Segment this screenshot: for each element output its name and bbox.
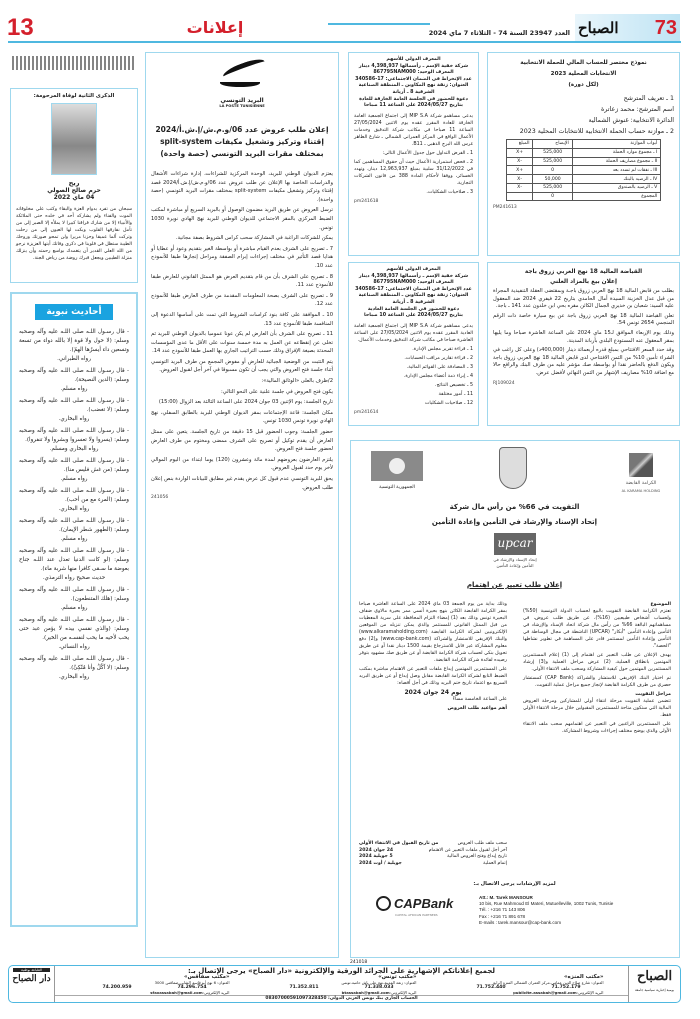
- paragraph: بطلب من قابض المالية 18 نهج العربي زروق باجـة وبمقتضى العقلة التنفيذية المجراة من قبل عدل الخزينة السيدة أمال الحامدي بتاريخ 22 فيفري 2024 ضد المعقول عليه السيد: شعبان بن خذيري الجمال الكائن مقره بحي ابن خلدون عدد 141 ـ باجة.: [493, 288, 674, 310]
- hadith-source: رواه البخاري.: [58, 674, 90, 680]
- paragraph: 12 ـ صلاحيات الشكليات: [424, 400, 473, 406]
- header-line: دعوة للحضور في الجلسة العامة العادية: [367, 306, 460, 312]
- auction-body: [493, 288, 674, 378]
- tunisia-coat-of-arms: [499, 447, 527, 489]
- paragraph: يعتزم الديوان الوطني للبريد، الوحدة المركزية للشراءات، إدارة شراءات الأشغال والدراسات الخاصة بها الإعلان عن طلب عروض عدد 06/و.م.ش/إ.ش.أ/2024 قصد إقتناء وتركيز وتشغيل مكيفات split-system بمختلف مقرات البريد التونسي (حصة واحدة).: [151, 171, 334, 203]
- table-row: [506, 183, 661, 192]
- table-cell: -X: [506, 157, 533, 166]
- deceased-photo: [51, 103, 97, 175]
- paragraph: يلتزم العارضون بعروضهم لمدة مائة وعشرون (120) يوما ابتداء من اليوم الموالي لأخر يوم حدد لقبول العروض.: [151, 456, 334, 472]
- office-block: [267, 975, 417, 995]
- paragraph: على الساعة الخامسة مساءً: [452, 697, 507, 702]
- header-line: بتاريخ 2024/05/27 على الساعة 11 صباحا: [364, 103, 463, 109]
- capbank-logo: CAPBank: [376, 896, 453, 911]
- paragraph: على المستثمرين الراغبين في التعبير عن اهتمامهم سحب ملف الانتقاء الأولي والذي يوضح مختلف إجراءات وشروط المشاركة.: [523, 722, 671, 734]
- schedule-date: 24 جوان 2024: [359, 847, 394, 853]
- paragraph: وذلك يوم الإربعاء الموافق لـ15 ماي 2024 على الساعة العاشرة صباحا وما يليها بمقر المعقول عنه المستودع البلدي بأربانة المدينة.: [493, 329, 674, 344]
- schedule-item: تاريخ إيداع وفتح العروض المالية: [447, 854, 507, 859]
- paragraph: 3 ـ صلاحيات الشكليات.: [426, 189, 473, 195]
- hadith-text: - قال رسـول اللـه صلى اللـه عليه وآله وصحبه وسلم: (والذي نفسي بيده لا يؤمن عبد حتى يحب لأخيه ما يحب لنفسـه من الخير).: [19, 617, 129, 641]
- paragraph: يمكن للشركات الراغبة في المشاركة سحب كراس الشروط بصفة مجانية.: [175, 235, 333, 242]
- header-line: عدد الإنخراط في الضمان الاجتماعي: 17-340586: [355, 76, 472, 82]
- phone-number: 71.752.179: [551, 985, 581, 990]
- phone-number: 71.338.033: [364, 985, 394, 990]
- hadith-text: - قال رسـول اللـه صلى اللـه عليه وآله وصحبه وسلم: (هلك المتنطعون).: [19, 587, 129, 602]
- paragraph: تاريخ الجلسة: يوم الإثنين 03 جوان 2024 على الساعة الثالثة بعد الزوال (15:00): [158, 399, 333, 406]
- schedule-date: من تاريخ القبول في الانتقاء الأولي: [359, 841, 439, 846]
- paragraph: 3 ـ المصادقة على القوائم المالية.: [406, 364, 473, 370]
- section-heading: أهم مواعيد طلب العروض: [447, 706, 507, 711]
- hadith-text: - قال رسـول اللـه صلى اللـه عليه وآله وصحبه وسلم: (لا حول ولا قوة إلا بالله دواء من تسعة وتسعين داء أيسرُها الهمّ).: [19, 329, 129, 353]
- hadith-source: رواه مسلم.: [60, 536, 88, 542]
- obituary: الذكرى الثانية لوفاة المرحومة: ربح حرم صالح الصولي 04 ماي 2022 سبحان من تفرد بدوام العزة والبقاء وكتب على مخلوقاته الموت والفناء ولم يشاركه أحد في خلده حتى الملائكة والأنبياء إلا من شارك فراقنا كبيرا لا يملأه إلا الصبر إلى من تأمل نفارقها القلوب وبكت لها العيون إلى من رحلت وتركت ألما عميقا وحزنا مريرا ولن تمحو صورتك وروحك الطيبة ستظل في قلوبنا في ذكرى وفاتك أيتها العزيزة نرجو من الله العلي القدير أن يتغمدك بواسع رحمته وأن ينزلك منزلة الطيبين ويجعل قبرك روضة من رياض الجنة.: [10, 88, 138, 283]
- table-cell: 525,000: [533, 183, 572, 192]
- office-email: [267, 990, 417, 995]
- header-rule: [8, 41, 681, 43]
- header-line: دعوة للحضور في الجلسة العامة الخارقة للعادة: [359, 96, 468, 102]
- upcar-privatization-ad: الجمهورية التونسية الكرامة القابضة AL KARAMA HOLDING التفويت في 66% من رأس مال شركة إتحاد الإسناد والإرشاد في التأمين وإعادة التأمين upcar إتحاد الإسناد والإرشاد في التأمين وإعادة التأمين إعلان طلب تعبير عن اهتمام الموضوع تعتزم الكرامة القابضة التفويت بالبيع لحساب الدولة التونسية (50%) ولحساب أشخاص طبيعيين (16%)، عن طريق طلب عروض، في مساهماتهم البالغة 66% من رأس مال شركة اتحاد الإسناد والإرشاد في التأمين وإعادة التأمين "أبكار" (UPCAR) الناشطة في مجال الوساطة في التأمين وإعادة التأمين لمستثمر قادر على المساهمة في تطوير نشاطها "الحصة". يهدف الإعلان عن طلب التعبير عن اهتمام إلى (1) إعلام المستثمرين المهتمين بانطلاق العملية، (2) عرض مراحل العملية و(3) إرشاد المستثمرين المهتمين حول كيفية المشاركة وسحب ملف الانتقاء الأولي. تم اختيار البنك الإفريقي للاستشار والشراكة (CAP Bank) كمستشار حصري من طرف الكرامة القابضة لإنجاز جميع مراحل عملية التفويت. مراحل التفويت تتضمن عملية التفويت مرحلة انتقاء أولي للمشاركين ومرحلة العروض المالية التي ستكون متاحة للمستثمرين المقبولين خلال مرحلة الانتقاء الأولي فقط. على المستثمرين الراغبين في التعبير عن اهتمامهم سحب ملف الانتقاء الأولي والذي يوضح مختلف إجراءات وشروط المشاركة. وذلك بداية من يوم الجمعة 03 ماي 2024 على الساعة العاشرة صباحا بمقر الكرامة القابضة الكائن بنهج بحيرة أنسي ممر بحيرة مالاوي ضفاف البحيرة تونس وذلك بعد (1) إمضاء التزام المحافظة على سرية المعطيات من قبل الممثل القانوني للمستثمر والذي يمكن تنزيله من الموقعين الإلكترونيين لشركة الكرامة القابضة (www.alkaramaholding.com) والبنك الإفريقي للاستشار والشراكة (www.cap-bank.com) و(2) دفع معلوم المشاركة غير قابل للاسترجاع بقيمة 1500 دينار نقدا أو عن طريق تحويل بنكي لحساب شركة الكرامة القابضة أو عن طريق صك مشهود بتوفر رصيده لفائدة شركة الكرامة القابضة. على المستثمرين المهتمين إيداع ملفات التعبير عن الاهتمام مباشرة بمكتب الضبط التابع لشركة الكرامة القابضة مقابل وصل إيداع أو عن طريق البريد السريع مع اعتماد تاريخ ختم البريد وذلك في أجل أقصاه: يوم 24 جوان 2024 على الساعة الخامسة مساءً أهم مواعيد طلب العروض سحب ملف طلب العروض من تاريخ القبول في الانتقاء الأولي آخر أجل لقبول ملفات التعبير عن الاهتمام 24 جوان 2024 تاريخ إيداع وفتح العروض المالية 5 جويلية 2024 إتمام العملية جويلية / أوت 2024 لمزيد الإرشادات يرجى الاتصال بـ: CAPBank CAPITAL AFRICAN PARTNERS Att.: M. Tarek MANSOUR 10 bis, Rue Mahmoud El Materi, Mutuelleville, 1002 Tunis, Tunisie Tél. : +216 71 143 806 Fax : +216 71 891 678 E-mails : tarek.mansour@cap-bank.com: [350, 440, 680, 958]
- table-cell: V ـ الرصيد بالصندوق: [572, 183, 661, 192]
- table-cell: المجموع: [572, 192, 661, 201]
- schedule-item: سحب ملف طلب العروض: [457, 841, 507, 846]
- general-meeting-notice-ordinary: المعرف الدولي للأسهم شركة خفية الإسم ـ رأسمالها 4,398,937 دينار المعرف الوحيد: 867795NAM000 عدد الإنخراط في الضمان الاجتماعي: 17-340586 العنوان: زنقة نهج المكاوين ـ المنطقة الصناعية الشرقية 8 ـ أريانة دعوة للحضور في الجلسة العامة العادية بتاريخ 2024/05/27 على الساعة 10 صباحا يدعى مساهمو شركة MIP S.A إلى اجتماع الجمعية العامة العادية المقرر عقده يوم الاثنين 27/05/2024 على الساعة العاشرة صباحا في مكاتب شركة التدقيق وخدمات الأعمال. 1 ـ قراءة تقرير مجلس الإدارة. 2 ـ قراءة تقارير مراقب الحسابات. 3 ـ المصادقة على القوائم المالية. 4 ـ إبراء ذمة أعضاء مجلس الإدارة. 5 ـ تخصيص النتائج. 11 ـ أمور مختلفة 12 ـ صلاحيات الشكليات pm241614: [348, 262, 479, 426]
- office-block: [80, 975, 230, 995]
- table-cell: IV ـ الرصيد بالبنك: [572, 175, 661, 184]
- office-address: العنوان: شارع صلاح الدين عمامي-مركز العمران الشمالي المنزه الرابع: [493, 980, 604, 985]
- schedule-item: آخر أجل لقبول ملفات التعبير عن الاهتمام: [428, 847, 507, 853]
- email-label: البريد الإلكتروني:: [389, 990, 417, 995]
- hadith-text: - قال رسـول اللـه صلى اللـه عليه وآله وصحبه وسلم: (لا تغضب).: [19, 398, 129, 413]
- email-link[interactable]: btassabah@gmail.com: [341, 990, 390, 995]
- masthead-logo: 73 الصباح: [575, 14, 680, 42]
- footer-ad: الصباح يومية إخبارية سياسية جامعة لجميع إعلاناتكم الإشهارية على الجرائد الورقية والإلكترونية «دار الصباح» يرجى الإتصال بـ: «مكتب المنزه» العنوان: شارع صلاح الدين عمامي-مركز العمران الشمالي المنزه الرابع 71.752.179 71.752.440 البريد الإلكتروني:publicite.assabah@gmail.com «مكتب تونس» العنوان: زنقة المدينة-نهج علي باش حامبة-تونس 71.338.033 71.352.811 البريد الإلكتروني:btassabah@gmail.com «مكتب صفاقس» العنوان: 6 نهج أبو قاسم الشابي-صفاقس 3000 74.296.754 74.200.959 البريد الإلكتروني:sfaxassabah@gmail.com الحساب الجاري بنك تونس العربي الدولي: 08307000591097328450 الطباعة بوطنية دار الصباح: [8, 965, 681, 1003]
- table-cell: +X: [506, 166, 533, 175]
- upcar-logo: upcar: [494, 533, 536, 555]
- fax-number: 74.200.959: [102, 985, 132, 990]
- paragraph: يدعى مساهمو شركة MIP S.A إلى اجتماع الجمعية العامة الخارقة للعادة المقرر عقده يوم الاثنين 27/05/2024 الساعة 11 صباحا في مكاتب شركة التدقيق وخدمات الأعمال الواقع في المركز العمراني الشمالي ـ شارع الطاهر غرس الله البرج الذهبي ـ B11.: [354, 113, 474, 147]
- paragraph: 10 ـ الموافقة على كافة بنود كراسات الشروط التي تمت على أساسها الدعوة إلى المنافسة طبقا للأنموذج عدد 13.: [151, 311, 333, 327]
- fax-number: 71.352.811: [289, 985, 319, 990]
- hadith-source: رواه البخاري.: [58, 506, 90, 512]
- capbank-mark-icon: [376, 896, 391, 911]
- paragraph: وقد حدد السعر الافتتاحي بمبلغ قدره أربعمائة دينار (400,000د) وعلى كل راغب في الشراء تأمين 10% من الثمن الافتتاحي لدى قابض المالية 18 نهج العربي زروق باجة ويكون الدفع بالحاضر نقدا أو بواسطة صك مؤشر عليه من طرف البنك والرافع حالا مع اضافة 10% مصاريف الإشهار من الثمن النهائي لأفضل عرض.: [493, 347, 674, 376]
- hadith-source: رواه النسائي.: [58, 644, 90, 650]
- header-line: المعرف الوحيد: 867795NAM000: [373, 70, 454, 76]
- hadith-text: - قال رسـول اللـه صلى اللـه عليه وآله وصحبه وسلم: (المرء مع من أحب).: [19, 488, 129, 503]
- contact-line: 10 bis, Rue Mahmoud El Materi, Mutuelleville, 1002 Tunis, Tunisie: [479, 901, 614, 907]
- office-email: [454, 990, 604, 995]
- table-cell: 50,000: [533, 175, 572, 184]
- section-title: إعلانات: [186, 18, 244, 37]
- tunisia-flag: [371, 451, 423, 481]
- hadith-source: حديث صحيح رواه الترمذي.: [42, 575, 106, 581]
- table-row: [506, 166, 661, 175]
- dar-assabah-logo: الطباعة بوطنية دار الصباح: [9, 966, 55, 1002]
- paragraph: 8 ـ تصريح على الشرف بأن من قام بتقديم العرض هو الممثل القانوني للعارض طبقا للأنموذج عدد 11.: [151, 273, 333, 289]
- paragraph: 2 ـ قراءة تقارير مراقب الحسابات.: [404, 355, 473, 361]
- hadith-source: رواه مسلم.: [60, 476, 88, 482]
- contact-line: Tél. : +216 71 143 806: [479, 907, 526, 913]
- header-line: شركة خفية الإسم ـ رأسمالها 4,398,937 دينار: [358, 273, 469, 279]
- la-poste-logo: [212, 59, 272, 97]
- table-cell: +X: [506, 148, 533, 157]
- contact-email[interactable]: E-mails : tarek.mansour@cap-bank.com: [479, 919, 562, 925]
- paragraph: على المستثمرين المهتمين إيداع ملفات التعبير عن الاهتمام مباشرة بمكتب الضبط التابع لشركة الكرامة القابضة مقابل وصل إيداع أو عن طريق البريد السريع مع اعتماد تاريخ ختم البريد وذلك في أجل أقصاه:: [359, 667, 507, 686]
- header-line: العنوان: زنقة نهج المكاوين ـ المنطقة الصناعية الشرقية 8 ـ أريانة: [358, 293, 469, 305]
- hadith-source: رواه الطبراني.: [57, 356, 91, 362]
- email-label: البريد الإلكتروني:: [576, 990, 604, 995]
- header-line: المعرف الدولي للأسهم: [386, 57, 441, 62]
- phone-number: 74.296.754: [177, 985, 207, 990]
- office-address: العنوان: زنقة المدينة-نهج علي باش حامبة-تونس: [341, 980, 417, 985]
- header-line: شركة خفية الإسم ـ رأسمالها 4,398,937 دينار: [358, 63, 469, 69]
- hadith-source: رواه مسلم.: [60, 386, 88, 392]
- header-rule-short: [328, 23, 430, 25]
- office-address: العنوان: 6 نهج أبو قاسم الشابي-صفاقس 3000: [154, 980, 230, 985]
- office-name: «مكتب تونس»: [378, 974, 417, 980]
- general-meeting-notice-extraordinary: المعرف الدولي للأسهم شركة خفية الإسم ـ رأسمالها 4,398,937 دينار المعرف الوحيد: 867795NAM000 عدد الإنخراط في الضمان الاجتماعي: 17-340586 العنوان: زنقة نهج المكاوين ـ المنطقة الصناعية الشرقية 8 ـ أريانة دعوة للحضور في الجلسة العامة الخارقة للعادة بتاريخ 2024/05/27 على الساعة 11 صباحا يدعى مساهمو شركة MIP S.A إلى اجتماع الجمعية العامة الخارقة للعادة المقرر عقده يوم الاثنين 27/05/2024 الساعة 11 صباحا في مكاتب شركة التدقيق وخدمات الأعمال الواقع في المركز العمراني الشمالي ـ شارع الطاهر غرس الله البرج الذهبي ـ B11. 1 ـ الفرض التداول حول جدول الأعمال التالي: 2 ـ فحص استمرارية الأعمال حيث أن حقوق المساهمين كما في 31/12/2022 سلبية بمبلغ 12,963,937 دينار، وتهدد الخسائر، ووفقا لأحكام المادة 388 من قانون الشركات التجارية. 3 ـ صلاحيات الشكليات. pm241618: [348, 52, 479, 256]
- office-name: «مكتب المنزه»: [564, 974, 604, 980]
- paragraph: 2 ـ فحص استمرارية الأعمال حيث أن حقوق المساهمين كما في 31/12/2022 سلبية بمبلغ 12,963,937 دينار، وتهدد الخسائر، ووفقا لأحكام المادة 388 من قانون الشركات التجارية.: [354, 159, 473, 186]
- hadith-text: - قال رسـول اللـه صلى اللـه عليه وآله وصحبه وسلم: (الطهور شطر الإيمان).: [19, 518, 129, 533]
- hadith-box: [10, 292, 138, 927]
- paragraph: يكون فتح العروض في جلسة علنية على النحو التالي:: [221, 388, 333, 395]
- paragraph: 2/ظرف بالعلى «الوثائق المالية»:: [261, 378, 333, 385]
- hadith-source: رواه مسلم.: [60, 605, 88, 611]
- paragraph: تتضمن عملية التفويت مرحلة انتقاء أولي للمشاركين ومرحلة العروض المالية التي ستكون متاحة للمستثمرين المقبولين خلال مرحلة الانتقاء الأولي فقط.: [523, 699, 671, 718]
- contact-line: Fax : +216 71 891 678: [479, 913, 526, 919]
- la-poste-tender-ad: البريد التونسي LA POSTE TUNISIENNE إعلان طلب عروض عدد 06/و.م.ش/إ.ش.أ/2024 إقتناء وتركيز وتشغيل مكيفات split-system بمختلف مقرات البريد التونسي (حصة واحدة) يعتزم الديوان الوطني للبريد، الوحدة المركزية للشراءات، إدارة شراءات الأشغال والدراسات الخاصة بها الإعلان عن طلب عروض عدد 06/و.م.ش/إ.ش.أ/2024 قصد إقتناء وتركيز وتشغيل مكيفات split-system بمختلف مقرات البريد التونسي (حصة واحدة). ترسل العروض عن طريق البريد مضمون الوصول أو بالبريد السريع أو مباشرة لمكتب الضبط المركزي بالمقر الاجتماعي للديوان الوطني للبريد نهج الهادي نويرة 1030 تونس. يمكن للشركات الراغبة في المشاركة سحب كراس الشروط بصفة مجانية. 7 ـ تصريح على الشرف بعدم القيام مباشرة أو بواسطة الغير بتقديم وعود أو عطايا أو هدايا قصد التأثير في مختلف إجراءات إبرام الصفقة ومراحل إنجازها طبقا للأنموذج عدد 10. 8 ـ تصريح على الشرف بأن من قام بتقديم العرض هو الممثل القانوني للعارض طبقا للأنموذج عدد 11. 9 ـ تصريح على الشرف بصحة المعلومات المقدمة من طرف العارض طبقا للأنموذج عدد 12. 10 ـ الموافقة على كافة بنود كراسات الشروط التي تمت على أساسها الدعوة إلى المنافسة طبقا للأنموذج عدد 13. 11 ـ تصريح على الشرف بأن العارض لم يكن عونا عموميا بالديوان الوطني للبريد ثم تخلى عن إنقطاعه عن العمل به مدة خمسة سنوات على الأقل ما عدى المؤسسات المحدثة بصيغة الإفراق وذلك حسب التراتيب الجاري بها العمل طبقا للأنموذج عدد 14. يتم التثبت من الوضعية الجبائية للعارض أو مفوض المجمع من طرف البريد التونسي أثناء جلسة فتح العروض والتي يجب أن تكون مسبوقا في آخر أجل لقبول العروض. 2/ظرف بالعلى «الوثائق المالية»: يكون فتح العروض في جلسة علنية على النحو التالي: تاريخ الجلسة: يوم الإثنين 03 جوان 2024 على الساعة الثالثة بعد الزوال (15:00) مكان الجلسة: قاعة الإجتماعات بمقر الديوان الوطني للبريد بالطابق السفلي، نهج الهادي نويرة تونس 1030 تونس. حضور الجلسة: وجوب الحضور قبل 15 دقيقة من تاريخ الجلسة. يتعين على ممثل العارض أن يقدم توكيل أو تصريح على الشرف ممضى ومختوم من طرف العارض لحضور جلسة فتح العروض. يلتزم العارضون بعروضهم لمدة مائة وعشرون (120) يوما ابتداء من اليوم الموالي لأخر يوم حدد لقبول العروض. يحق للبريد التونسي عدم قبول كل عرض يقدم غير مطابق للبيانات الواردة بنص إعلان طلب العروض. 241056: [145, 52, 339, 958]
- hadith-source: رواه البخاري.: [58, 416, 90, 422]
- table-cell: -X: [506, 183, 533, 192]
- paragraph: 11 ـ أمور مختلفة: [438, 391, 473, 397]
- footer-logo: الصباح يومية إخبارية سياسية جامعة: [628, 966, 680, 1002]
- page-number: 13: [7, 14, 34, 41]
- office-block: [454, 975, 604, 995]
- table-cell: III ـ نفقات لم تسدد بعد: [572, 166, 661, 175]
- table-cell: -X: [506, 175, 533, 184]
- header-line: عدد الإنخراط في الضمان الاجتماعي: 17-340586: [355, 286, 472, 292]
- hadith-source: رواه البخاري ومسلم.: [49, 446, 99, 452]
- table-cell: [506, 192, 533, 201]
- section-heading: الموضوع: [650, 602, 671, 607]
- email-label: البريد الإلكتروني:: [202, 990, 230, 995]
- hadith-title: أحاديث نبوية: [35, 304, 113, 320]
- email-link[interactable]: sfaxassabah@gmail.com: [150, 990, 203, 995]
- al-karama-logo: [629, 453, 653, 477]
- table-row: [506, 175, 661, 184]
- ad-right-column: [523, 601, 671, 737]
- section-heading: يوم 24 جوان 2024: [404, 689, 462, 696]
- paragraph: 5 ـ تخصيص النتائج.: [434, 382, 473, 388]
- calligraphy-verse: [12, 56, 134, 70]
- campaign-account-notice: نموذج مختصر للحساب المالي للحملة الانتخابية الانتخابات المحلية 2023 (لكل دورة) 1 ـ تعريف المترشح اسم المترشح: محمد زعاترة الدائرة الانتخابية: غنوش الشمالية 2 ـ موازنة حساب الحملة الانتخابية للانتخابات المحلية 2023 أبواب الموازنة الإيضاح المبلغ I ـ مجموع موارد الحملة 525,000 +X II ـ مجموع مصاريف الحملة 525,000 -X III ـ نفقات لم تسدد بعد 0 +X IV ـ الرصيد بالبنك 50,000 -X V ـ الرصيد بالصندوق 525,000 -X المجموع 0 PM241613: [487, 52, 680, 256]
- paragraph: 7 ـ تصريح على الشرف بعدم القيام مباشرة أو بواسطة الغير بتقديم وعود أو عطايا أو هدايا قصد التأثير في مختلف إجراءات إبرام الصفقة ومراحل إنجازها طبقا للأنموذج عدد 10.: [151, 245, 333, 269]
- paragraph: يهدف الإعلان عن طلب التعبير عن اهتمام إلى (1) إعلام المستثمرين المهتمين بانطلاق العملية، (2) عرض مراحل العملية و(3) إرشاد المستثمرين المهتمين حول كيفية المشاركة وسحب ملف الانتقاء الأولي.: [523, 653, 672, 672]
- paragraph: 11 ـ تصريح على الشرف بأن العارض لم يكن عونا عموميا بالديوان الوطني للبريد ثم تخلى عن إنقطاعه عن العمل به مدة خمسة سنوات على الأقل ما عدى المؤسسات المحدثة بصيغة الإفراق وذلك حسب التراتيب الجاري بها العمل طبقا للأنموذج عدد 14.: [151, 331, 333, 355]
- hadith-text: - قال رسـول اللـه صلى اللـه عليه وآله وصحبه وسلم: (يسروا ولا تعسروا وبشروا ولا تنفروا).: [19, 428, 129, 443]
- fax-number: 71.752.440: [476, 985, 506, 990]
- table-row: [506, 192, 661, 201]
- header-line: المعرف الوحيد: 867795NAM000: [373, 280, 454, 286]
- paragraph: تم اختيار البنك الإفريقي للاستشار والشراكة (CAP Bank) كمستشار حصري من طرف الكرامة القابضة لإنجاز جميع مراحل عملية التفويت.: [523, 676, 671, 688]
- paragraph: 1 ـ الفرض التداول حول جدول الأعمال التالي:: [382, 150, 473, 156]
- paragraph: وذلك بداية من يوم الجمعة 03 ماي 2024 على الساعة العاشرة صباحا بمقر الكرامة القابضة الكائن بنهج بحيرة أنسي ممر بحيرة مالاوي ضفاف البحيرة تونس وذلك بعد (1) إمضاء التزام المحافظة على سرية المعطيات من قبل الممثل القانوني للمستثمر والذي يمكن تنزيله من الموقعين الإلكترونيين لشركة الكرامة القابضة (www.alkaramaholding.com) والبنك الإفريقي للاستشار والشراكة (www.cap-bank.com) و(2) دفع معلوم المشاركة غير قابل للاسترجاع بقيمة 1500 دينار نقدا أو عن طريق تحويل بنكي لحساب شركة الكرامة القابضة أو عن طريق صك مشهود بتوفر رصيده لفائدة شركة الكرامة القابضة.: [359, 602, 507, 663]
- table-cell: I ـ مجموع موارد الحملة: [572, 148, 661, 157]
- email-link[interactable]: publicite.assabah@gmail.com: [513, 990, 577, 995]
- contact-block: [479, 895, 613, 926]
- schedule-item: إتمام العملية: [483, 860, 507, 866]
- paragraph: يحق للبريد التونسي عدم قبول كل عرض يقدم غير مطابق للبيانات الواردة بنص إعلان طلب العروض.: [151, 476, 333, 491]
- hadith-text: - قال رسـول اللـه صلى اللـه عليه وآله وصحبه وسلم: (الدين النصيحة).: [19, 368, 129, 383]
- issue-line: العدد 23947 السنة 74 - الثلاثاء 7 ماي 2024: [428, 29, 570, 37]
- ad-left-column: [359, 601, 507, 712]
- paragraph: يدعى مساهمو شركة MIP S.A إلى اجتماع الجمعية العامة العادية المقرر عقده يوم الاثنين 27/05/2024 على الساعة العاشرة صباحا في مكاتب شركة التدقيق وخدمات الأعمال.: [354, 323, 474, 343]
- office-name: «مكتب صفاقس»: [184, 974, 230, 980]
- schedule-table: [359, 841, 507, 867]
- header-line: المعرف الدولي للأسهم: [386, 267, 441, 272]
- table-cell: II ـ مجموع مصاريف الحملة: [572, 157, 661, 166]
- paragraph: 4 ـ إبراء ذمة أعضاء مجلس الإدارة.: [403, 373, 473, 379]
- contact-line: Att.: M. Tarek MANSOUR: [479, 895, 533, 900]
- schedule-date: 5 جويلية 2024: [359, 854, 393, 859]
- paragraph: 9 ـ تصريح على الشرف بصحة المعلومات المقدمة من طرف العارض طبقا للأنموذج عدد 12.: [151, 292, 333, 308]
- paragraph: 1 ـ قراءة تقرير مجلس الإدارة.: [412, 346, 473, 352]
- budget-table: أبواب الموازنة الإيضاح المبلغ I ـ مجموع موارد الحملة 525,000 +X II ـ مجموع مصاريف الحملة 525,000 -X III ـ نفقات لم تسدد بعد 0 +X IV ـ الرصيد بالبنك 50,000 -X V ـ الرصيد بالصندوق 525,000 -X المجموع 0: [506, 139, 662, 201]
- table-cell: 525,000: [533, 148, 572, 157]
- office-email: [80, 990, 230, 995]
- section-heading: مراحل التفويت: [635, 692, 671, 697]
- header-line: العنوان: زنقة نهج المكاوين ـ المنطقة الصناعية الشرقية 8 ـ أريانة: [358, 83, 469, 95]
- paragraph: ترسل العروض عن طريق البريد مضمون الوصول أو بالبريد السريع أو مباشرة لمكتب الضبط المركزي بالمقر الاجتماعي للديوان الوطني للبريد نهج الهادي نويرة 1030 تونس.: [151, 207, 333, 231]
- schedule-row: [359, 861, 507, 868]
- paragraph: حضور الجلسة: وجوب الحضور قبل 15 دقيقة من تاريخ الجلسة. يتعين على ممثل العارض أن يقدم توكيل أو تصريح على الشرف ممضى ومختوم من طرف العارض لحضور جلسة فتح العروض.: [151, 429, 333, 453]
- table-cell: 525,000: [533, 157, 572, 166]
- paragraph: تعتزم الكرامة القابضة التفويت بالبيع لحساب الدولة التونسية (50%) ولحساب أشخاص طبيعيين (16%)، عن طريق طلب عروض، في مساهماتهم البالغة 66% من رأس مال شركة اتحاد الإسناد والإرشاد في التأمين وإعادة التأمين "أبكار" (UPCAR) الناشطة في مجال الوساطة في التأمين وإعادة التأمين لمستثمر قادر على المساهمة في تطوير نشاطها "الحصة".: [523, 609, 672, 649]
- schedule-date: جويلية / أوت 2024: [359, 860, 402, 866]
- paragraph: يتم التثبت من الوضعية الجبائية للعارض أو مفوض المجمع من طرف البريد التونسي أثناء جلسة فتح العروض والتي يجب أن تكون مسبوقا في آخر أجل لقبول العروض.: [151, 358, 333, 374]
- table-cell: 0: [533, 192, 572, 201]
- hadith-text: - قال رسـول اللـه صلى اللـه عليه وآله وصحبه وسلم: (لا آكُلُ وأنا مُتّكِئٌ).: [19, 656, 129, 671]
- paragraph: مكان الجلسة: قاعة الإجتماعات بمقر الديوان الوطني للبريد بالطابق السفلي، نهج الهادي نويرة تونس 1030 تونس.: [151, 409, 333, 425]
- header-line: بتاريخ 2024/05/27 على الساعة 10 صباحا: [364, 313, 463, 319]
- paragraph: تعلن القباضة المالية 18 نهج العربي زروق باجة عن بيع سيارة خاصة ذات الرقم المنجمي 2654 تونس 54.: [493, 312, 674, 327]
- tender-body: [151, 170, 333, 492]
- table-row: [506, 148, 661, 157]
- hadith-text: - قال رسـول اللـه صلى اللـه عليه وآله وصحبه وسلم: (من غش فليس منا).: [19, 458, 129, 473]
- table-row: [506, 157, 661, 166]
- table-cell: 0: [533, 166, 572, 175]
- hadith-text: - قال رسـول اللـه صلى اللـه عليه وآله وصحبه وسلم: (لو كانت الدنيا تعدل عند اللـه جناح بعوضة ما سـقى كافرا منها شربة ماء).: [19, 548, 129, 572]
- auction-notice: القباضة المالية 18 نهج العربي زروق باجة إعلان بيع بالمزاد العلني بطلب من قابض المالية 18 نهج العربي زروق باجـة وبمقتضى العقلة التنفيذية المجراة من قبل عدل الخزينة السيدة أمال الحامدي بتاريخ 22 فيفري 2024 ضد المعقول عليه السيد: شعبان بن خذيري الجمال الكائن مقره بحي ابن خلدون عدد 141 ـ باجة. تعلن القباضة المالية 18 نهج العربي زروق باجة عن بيع سيارة خاصة ذات الرقم المنجمي 2654 تونس 54. وذلك يوم الإربعاء الموافق لـ15 ماي 2024 على الساعة العاشرة صباحا وما يليها بمقر المعقول عنه المستودع البلدي بأربانة المدينة. وقد حدد السعر الافتتاحي بمبلغ قدره أربعمائة دينار (400,000د) وعلى كل راغب في الشراء تأمين 10% من الثمن الافتتاحي لدى قابض المالية 18 نهج العربي زروق باجة ويكون الدفع بالحاضر نقدا أو بواسطة صك مؤشر عليه من طرف البنك والرافع حالا مع اضافة 10% مصاريف الإشهار من الثمن النهائي لأفضل عرض. RJ109024: [487, 262, 680, 426]
